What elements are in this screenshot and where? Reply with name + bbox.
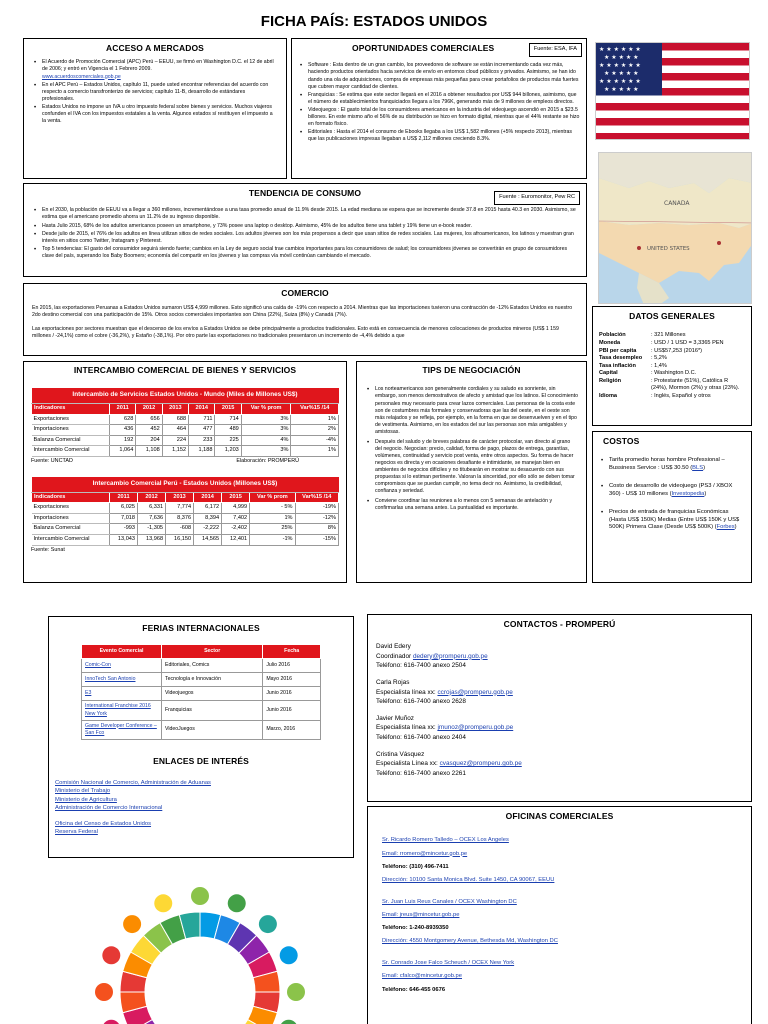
costos-source-link[interactable]: Investopedia <box>671 490 705 497</box>
enlaces-link[interactable]: Ministerio del Trabajo <box>55 788 111 795</box>
contact-phone: Teléfono: 616-7400 anexo 2504 <box>376 662 466 670</box>
table-cell: 1% <box>250 513 295 524</box>
costos-text-end: ) <box>704 490 707 497</box>
ferias-sector-cell: Tecnología e Innovación <box>162 673 263 687</box>
table-cell: -2,222 <box>194 524 222 535</box>
office-email-link[interactable]: Email: jreus@mincetur.gob.pe <box>382 912 460 919</box>
table-cell: -608 <box>166 524 194 535</box>
svg-text:★ ★ ★ ★ ★ ★: ★ ★ ★ ★ ★ ★ <box>599 46 641 53</box>
enlaces-link[interactable]: Ministerio de Agricultura <box>55 796 117 803</box>
table-row <box>32 503 339 514</box>
north-america-map <box>598 152 752 304</box>
table-cell: 2% <box>291 425 339 436</box>
tendencia-list <box>32 207 578 259</box>
table-cell: -2,402 <box>222 524 250 535</box>
logo-petal <box>228 894 246 912</box>
tips-item: • Después del saludo y de breves palabras de carácter protocolar, van directo al grano del negocio. Negocian: precio, calidad, forma de pago, plazos de entrega, garantías, volúmenes, continuidad y servicio post venta, entre otros aspectos. Su forma de hacer negocios es directa y en ocasiones desafiante e intimidante, se manejan bien en ambientes de negocios difíciles y no titubearán en mostrar su desacuerdo con sus propuestas si lo estiman pertinente. Valoran la sinceridad, por ello sólo se deben tomar compromisos que se puedan cumplir, no tema decir no. Asimismo, la credibilidad, confianza y seriedad. <box>365 439 578 495</box>
promperu-logo <box>80 872 320 1024</box>
oportunidades-section <box>291 38 587 179</box>
logo-petal <box>280 1020 298 1024</box>
enlaces-item <box>55 787 321 795</box>
services-table <box>31 388 339 456</box>
table-header-cell: Indicadores <box>32 404 110 415</box>
costos-section <box>592 431 752 583</box>
oficinas-list <box>382 836 737 993</box>
datos-row <box>599 370 745 378</box>
tendencia-item: • Desde julio de 2015, el 76% de los adultos en línea utilizan sitios de redes sociales. Los adultos jóvenes son los más propensos a decir que usan sitios de redes sociales. Las mujeres, los afroamericanos, los latinos y muestran gran interés en sitios como Twitter, Instagram y Pinterest. <box>32 231 578 245</box>
ferias-date-cell: Marzo, 2016 <box>263 720 321 739</box>
costos-text-end: ) <box>734 524 737 531</box>
ferias-row <box>82 673 321 687</box>
oportunidades-item: • Software : Esta dentro de un gran cambio, los proveedores de software se están incrementando cada vez más, haciendo productos orientados hacia servicios de envío en entornos cloud públicos y privados. Asimismo, se han ido dando una ola de adquisiciones, compra de empresas más pequeñas para crear portafolios de productos más fuertes que cubren mayor cantidad de clientes. <box>298 62 580 90</box>
contactos-section <box>367 614 752 802</box>
svg-text:★ ★ ★ ★ ★ ★: ★ ★ ★ ★ ★ ★ <box>599 78 641 85</box>
table-cell: Importaciones <box>32 425 110 436</box>
table-cell: 6,172 <box>194 503 222 514</box>
table-cell: 7,018 <box>110 513 138 524</box>
enlaces-link[interactable]: Administración de Comercio Internacional <box>55 805 163 812</box>
ferias-date-cell: Mayo 2016 <box>263 673 321 687</box>
table-header-cell: Var%15 /14 <box>295 492 338 503</box>
table-cell: 688 <box>162 414 188 425</box>
logo-petal <box>191 887 209 905</box>
costos-text: Tarifa promedio horas hombre Professional – Bussiness Service : US$ 30.50 ( <box>609 457 725 472</box>
contact-name: Cristina Vásquez <box>376 751 425 758</box>
tendencia-item: • Hasta Julio 2015, 68% de los adultos americanos poseen un smartphone, y 73% posee una laptop o desktop. Asimismo, 45% de los adultos tiene una tablet y 19% tiene un e-book reader. <box>32 223 578 230</box>
costos-title: COSTOS <box>603 436 640 446</box>
table-row <box>32 425 339 436</box>
table-cell: 4,999 <box>222 503 250 514</box>
enlaces-item <box>55 779 321 787</box>
ferias-header-cell: Sector <box>162 645 263 659</box>
datos-row <box>599 355 745 363</box>
contactos-title: CONTACTOS - PROMPERÚ <box>503 619 616 629</box>
oportunidades-item: • Videojuegos : El gasto total de los consumidores americanos en la industria del videojuego ascendió en 2015 a $23.5 billones. En este mismo año el 56% de su distribución se hizo en formato digital, mientras que el 44% restante se hizo en formato físico. <box>298 107 580 128</box>
datos-value: : Inglés, Español y otros <box>651 392 711 399</box>
ferias-row <box>82 720 321 739</box>
table-header-cell: 2015 <box>215 404 241 415</box>
table-caption: Intercambio Comercial Perú - Estados Unidos (Millones US$) <box>32 477 339 492</box>
comercio-paragraph: Las exportaciones por sectores muestran que el descenso de los envíos a Estados Unidos se debe principalmente a productos tradicionales. Esto está en consecuencia de menores colocaciones de productos mineros (US$ 1 159 millones / -24,1%) como el cobre (-36,2%), y Estaño (-38,1%). Por otro parte las exportaciones no tradicionales presentaron un incremento de -4,4% debido a que <box>32 325 559 339</box>
table-cell: Importaciones <box>32 513 110 524</box>
tendencia-section <box>23 183 587 277</box>
office-name-link[interactable]: Sr. Juan Luis Reus Canales / OCEX Washington DC <box>382 898 517 905</box>
table-cell: 6,025 <box>110 503 138 514</box>
trade-table-source: Fuente: Sunat <box>31 546 65 553</box>
ferias-header-cell: Evento Comercial <box>82 645 162 659</box>
ferias-sector-cell: Franquicias <box>162 701 263 720</box>
contact-email-link[interactable]: ccrojas@promperu.gob.pe <box>437 688 513 696</box>
table-cell: 3% <box>241 446 291 457</box>
datos-value: : Washington D.C. <box>651 370 697 377</box>
oportunidades-item: • Franquicias : Se estima que este sector llegará en el 2016 a obtener resultados por US$ 944 billones, asimismo, que el número de establecimientos franquiciados llegara a los 796K, generando más de 9 millones de empleos directos. <box>298 92 580 106</box>
comercio-title: COMERCIO <box>281 288 329 298</box>
table-row <box>32 524 339 535</box>
ferias-sector-cell: Videojuegos <box>162 687 263 701</box>
table-cell: 1% <box>291 414 339 425</box>
table-header-cell: 2013 <box>166 492 194 503</box>
datos-value: : US$57,253 (2016*) <box>651 347 702 354</box>
table-cell: 3% <box>241 425 291 436</box>
table-row <box>32 446 339 457</box>
table-header-cell: 2014 <box>189 404 215 415</box>
ferias-event-link[interactable]: Comic-Con <box>85 662 111 669</box>
table-header-row <box>32 404 339 415</box>
contactos-list <box>376 642 743 777</box>
table-cell: 1,152 <box>162 446 188 457</box>
intercambio-title: INTERCAMBIO COMERCIAL DE BIENES Y SERVICIOS <box>73 365 297 375</box>
table-cell: Balanza Comercial <box>32 435 110 446</box>
ferias-sector-cell: VideoJuegos <box>162 720 263 739</box>
table-cell: 25% <box>250 524 295 535</box>
office-email-link[interactable]: Email: rromero@mincetur.gob.pe <box>382 850 468 857</box>
table-cell: 225 <box>215 435 241 446</box>
enlaces-item <box>55 820 321 828</box>
datos-key: Idioma <box>599 392 618 399</box>
table-cell: 8,394 <box>194 513 222 524</box>
table-cell: 1,203 <box>215 446 241 457</box>
acceso-list <box>32 59 278 124</box>
datos-key: Tasa inflación <box>599 362 636 369</box>
acceso-item: • El Acuerdo de Promoción Comercial (APC) Perú – EEUU, se firmó en Washington D.C. el 12 de abril de 2006; y entró en Vigencia el 1 Febrero 2009. www.acuerdoscomerciales.gob.pe <box>32 59 278 80</box>
costos-source-link[interactable]: BLS <box>692 465 704 472</box>
acceso-mercados-section <box>23 38 287 179</box>
table-header-row <box>32 492 339 503</box>
datos-row <box>599 393 745 401</box>
contact-card <box>376 642 743 670</box>
table-cell: Exportaciones <box>32 503 110 514</box>
table-cell: 7,402 <box>222 513 250 524</box>
table-header-cell: 2012 <box>136 404 162 415</box>
table-cell: -1,305 <box>138 524 166 535</box>
table-cell: 489 <box>215 425 241 436</box>
table-caption-row <box>32 388 339 403</box>
contact-role: Especialista línea xx: <box>376 724 438 732</box>
ferias-event-cell <box>82 659 162 673</box>
map-label-canada: CANADA <box>664 200 690 207</box>
enlaces-item <box>55 796 321 804</box>
table-cell: 1,064 <box>110 446 136 457</box>
trade-table <box>31 477 339 545</box>
services-table-credit: Elaboración: PROMPERÚ <box>236 457 299 464</box>
svg-text:★ ★ ★ ★ ★: ★ ★ ★ ★ ★ <box>604 54 639 61</box>
table-cell: Balanza Comercial <box>32 524 110 535</box>
table-cell: Intercambio Comercial <box>32 534 110 545</box>
table-row <box>32 414 339 425</box>
contact-role: Especialista línea xx: <box>376 688 438 696</box>
ferias-event-link[interactable]: International Franchise 2016 New York <box>85 703 151 717</box>
oportunidades-source: Fuente: ESA, IFA <box>529 43 582 57</box>
costos-item <box>599 509 745 532</box>
logo-petal <box>102 1020 120 1024</box>
datos-list <box>599 332 745 400</box>
ferias-sector-cell: Editoriales, Comics <box>162 659 263 673</box>
office-address-link[interactable]: Dirección: 10100 Santa Monica Blvd. Suite 1450, CA 90067, EEUU <box>382 876 555 883</box>
table-cell: -15% <box>295 534 338 545</box>
table-cell: 13,968 <box>138 534 166 545</box>
table-cell: 436 <box>110 425 136 436</box>
costos-text: Precios de entrada de franquicias Económicas (Hasta US$ 150K) Medias (Entre US$ 150K y US$ 500K) Primera Clase (Desde US$ 500K) ( <box>609 508 740 531</box>
office-name-link[interactable]: Sr. Ricardo Romero Talledo – OCEX Los Angeles <box>382 837 509 844</box>
page-title: FICHA PAÍS: ESTADOS UNIDOS <box>260 13 488 30</box>
table-header-cell: 2014 <box>194 492 222 503</box>
table-header-cell: 2011 <box>110 404 136 415</box>
datos-key: Capital <box>599 370 618 377</box>
enlaces-title: ENLACES DE INTERÉS <box>153 755 249 766</box>
ferias-row <box>82 659 321 673</box>
table-cell: -1% <box>250 534 295 545</box>
logo-petal <box>259 915 277 933</box>
logo-petal <box>95 983 113 1001</box>
table-cell: 714 <box>215 414 241 425</box>
datos-value: : 5,2% <box>651 355 667 362</box>
table-cell: 477 <box>189 425 215 436</box>
contact-name: Carla Rojas <box>376 679 410 687</box>
table-cell: 8% <box>295 524 338 535</box>
svg-text:★ ★ ★ ★ ★ ★: ★ ★ ★ ★ ★ ★ <box>599 62 641 69</box>
logo-petal <box>287 983 305 1001</box>
map-label-us: UNITED STATES <box>647 246 690 252</box>
enlaces-spacer <box>55 813 321 820</box>
us-flag-graphic <box>596 43 750 140</box>
tips-section <box>356 361 587 583</box>
table-header-cell: Var % prom <box>250 492 295 503</box>
table-caption: Intercambio de Servicios Estados Unidos - Mundo (Miles de Millones US$) <box>32 388 339 403</box>
tendencia-item: • Top 5 tendencias: El gasto del consumidor seguirá siendo fuerte; cambios en la Ley de seguro social trae cambios importantes para los consumidores de salud; los consumidores jóvenes se convertirán en grupo de consumidores clave del país, superando los Baby Boomers; economía del compartir en los jóvenes y las compras vía móvil continúan cambiando el mercado. <box>32 246 578 260</box>
enlaces-link[interactable]: Oficina del Censo de Estados Unidos <box>55 820 152 827</box>
table-cell: 464 <box>162 425 188 436</box>
oficinas-section <box>367 806 752 1024</box>
contact-phone: Teléfono: 616-7400 anexo 2404 <box>376 733 466 741</box>
datos-row <box>599 348 745 356</box>
logo-wheel-graphic <box>80 872 320 1024</box>
office-card <box>382 959 737 993</box>
office-card <box>382 836 737 883</box>
comercio-section <box>23 283 587 356</box>
datos-value: : 1,4% <box>651 362 667 369</box>
comercio-paragraph: En 2015, las exportaciones Peruanas a Estados Unidos sumaron US$ 4,999 millones. Esto significó una caída de -19% con respecto a 2014. Mientras que las importaciones tuvieron una contracción de -12% Estados Unidos es nuestro 2do destino comercial con una participación de 15%. Otros socios comerciales importantes son China (22%), Suiza (8%) y Canadá (7%). <box>32 305 573 319</box>
table-cell: -12% <box>295 513 338 524</box>
tendencia-source: Fuente : Euromonitor, Pew RC <box>494 191 580 205</box>
svg-text:★ ★ ★ ★ ★: ★ ★ ★ ★ ★ <box>604 70 639 77</box>
table-cell: -993 <box>110 524 138 535</box>
table-header-cell: Var % prom <box>241 404 291 415</box>
contact-email-link[interactable]: cvasquez@promperu.gob.pe <box>439 760 522 768</box>
tendencia-title: TENDENCIA DE CONSUMO <box>248 188 362 198</box>
costos-text-end: ) <box>703 465 706 472</box>
office-address-link[interactable]: Dirección: 4550 Montgomery Avenue, Bethesda Md, Washington DC <box>382 938 558 945</box>
contact-name: Javier Muñoz <box>376 715 415 723</box>
tips-list <box>365 386 578 511</box>
office-card <box>382 898 737 945</box>
datos-value: : 321 Millones <box>651 332 686 339</box>
datos-key: Moneda <box>599 340 621 347</box>
table-cell: 628 <box>110 414 136 425</box>
table-cell: 7,774 <box>166 503 194 514</box>
table-row <box>32 513 339 524</box>
table-cell: Exportaciones <box>32 414 110 425</box>
logo-petal <box>123 915 141 933</box>
ferias-event-link[interactable]: Game Developer Conference – San Fco <box>85 722 157 736</box>
us-flag-image <box>595 42 750 140</box>
table-cell: 233 <box>189 435 215 446</box>
table-cell: 1,188 <box>189 446 215 457</box>
ferias-row <box>82 701 321 720</box>
oportunidades-item: • Editoriales : Hasta el 2014 el consumo de Ebooks llegaba a los US$ 1,582 millones (+5% respecto 2013), mientras que las publicaciones impresas llegaban a US$ 2,112 millones creciendo 8.3%. <box>298 129 580 143</box>
ferias-header-cell: Fecha <box>263 645 321 659</box>
ferias-event-link[interactable]: InnoTech San Antonio <box>85 676 136 683</box>
table-cell: 6,331 <box>138 503 166 514</box>
contact-role-line <box>376 759 743 768</box>
datos-title: DATOS GENERALES <box>629 311 715 321</box>
table-cell: 8,376 <box>166 513 194 524</box>
costos-text: Costo de desarrollo de videojuego (PS3 / XBOX 360) - US$ 10 millones ( <box>609 483 733 497</box>
table-cell: 3% <box>241 414 291 425</box>
table-row <box>32 435 339 446</box>
table-cell: -4% <box>291 435 339 446</box>
enlaces-link[interactable]: Comisión Nacional de Comercio, Administración de Aduanas <box>55 780 211 787</box>
ferias-header-row <box>82 645 321 659</box>
contact-phone: Teléfono: 616-7400 anexo 2628 <box>376 697 466 705</box>
table-cell: 13,043 <box>110 534 138 545</box>
table-cell: 12,401 <box>222 534 250 545</box>
oportunidades-title: OPORTUNIDADES COMERCIALES <box>352 43 495 53</box>
enlaces-item <box>55 828 321 836</box>
table-cell: 1,108 <box>136 446 162 457</box>
ferias-table <box>81 644 321 739</box>
table-cell: 711 <box>189 414 215 425</box>
contact-role-line <box>376 652 743 661</box>
table-cell: 224 <box>162 435 188 446</box>
enlaces-link[interactable]: Reserva Federal <box>55 828 98 835</box>
contact-name: David Edery <box>376 643 411 651</box>
ferias-event-cell <box>82 720 162 739</box>
ferias-date-cell: Junio 2016 <box>263 687 321 701</box>
tips-item: • Conviene coordinar las reuniones a lo menos con 5 semanas de antelación y confirmarlas una semana antes. La puntualidad es importante. <box>365 498 578 512</box>
ferias-event-link[interactable]: E3 <box>85 690 92 697</box>
logo-petal <box>102 946 120 964</box>
enlaces-item <box>55 804 321 812</box>
logo-petal <box>280 946 298 964</box>
table-cell: -19% <box>295 503 338 514</box>
table-cell: 4% <box>241 435 291 446</box>
office-phone: Teléfono: 646-455 0676 <box>382 986 446 993</box>
table-row <box>32 534 339 545</box>
ferias-event-cell <box>82 673 162 687</box>
datos-value: : Protestante (51%), Católica R (24%), Mormon (2%) y otras (23%). <box>651 377 740 392</box>
contact-card <box>376 750 743 778</box>
contact-role: Coordinador <box>376 652 413 660</box>
contact-role-line <box>376 688 743 697</box>
tendencia-item: • En el 2030, la población de EEUU va a llegar a 360 millones, incrementándose a una tasa promedio anual de 11.9% desde 2015. La edad mediana se espera que se incremente desde 37.8 en 2015 hasta 40.3 en 2030. Asimismo, se estima que el americano promedio ahorra un 11.2% de su ingreso disponible. <box>32 207 578 221</box>
contact-card <box>376 714 743 742</box>
datos-row <box>599 363 745 371</box>
svg-text:★ ★ ★ ★ ★: ★ ★ ★ ★ ★ <box>604 86 639 93</box>
contact-card <box>376 678 743 706</box>
ferias-date-cell: Julio 2016 <box>263 659 321 673</box>
costos-source-link[interactable]: Forbes <box>716 524 735 531</box>
tips-title: TIPS DE NEGOCIACIÓN <box>422 365 521 375</box>
ferias-section <box>48 616 354 858</box>
ferias-row <box>82 687 321 701</box>
oficinas-title: OFICINAS COMERCIALES <box>505 811 614 821</box>
table-header-cell: 2011 <box>110 492 138 503</box>
costos-list <box>599 457 745 532</box>
table-cell: 1% <box>291 446 339 457</box>
datos-value: : USD / 1 USD = 3,3365 PEN <box>651 340 724 347</box>
office-phone: Teléfono: (310) 496-7411 <box>382 863 449 870</box>
office-email-link[interactable]: Email: cfalco@mincetur.gob.pe <box>382 973 462 980</box>
table-header-cell: Var%15 /14 <box>291 404 339 415</box>
contact-role: Especialista Línea xx: <box>376 760 440 768</box>
contact-email-link[interactable]: jmunoz@promperu.gob.pe <box>437 724 514 732</box>
table-cell: 204 <box>136 435 162 446</box>
table-cell: Intercambio Comercial <box>32 446 110 457</box>
costos-item <box>599 457 745 473</box>
office-name-link[interactable]: Sr. Conrado Jose Falco Scheuch / OCEX New York <box>382 960 515 967</box>
map-graphic <box>599 153 752 304</box>
services-table-source: Fuente: UNCTAD <box>31 457 73 464</box>
table-cell: 16,150 <box>166 534 194 545</box>
table-cell: 14,565 <box>194 534 222 545</box>
table-cell: - 5% <box>250 503 295 514</box>
table-header-cell: Indicadores <box>32 492 110 503</box>
ferias-date-cell: Junio 2016 <box>263 701 321 720</box>
contact-email-link[interactable]: dedery@promperu.gob.pe <box>412 652 488 660</box>
datos-row <box>599 332 745 340</box>
table-header-cell: 2015 <box>222 492 250 503</box>
intercambio-section <box>23 361 347 583</box>
enlaces-list <box>55 779 321 836</box>
datos-key: Religión <box>599 377 622 384</box>
table-header-cell: 2012 <box>138 492 166 503</box>
ferias-event-cell <box>82 701 162 720</box>
datos-key: PBI per capita <box>599 347 637 354</box>
acceso-title: ACCESO A MERCADOS <box>106 43 204 53</box>
datos-row <box>599 340 745 348</box>
office-phone: Teléfono: 1-240-8939350 <box>382 925 449 932</box>
datos-key: Población <box>599 332 626 339</box>
contact-phone: Teléfono: 616-7400 anexo 2261 <box>376 769 466 777</box>
table-cell: 656 <box>136 414 162 425</box>
tips-item: • Los norteamericanos son generalmente cordiales y su saludo es sonriente, sin embargo, son menos demostrativos de afecto y amistad que los latinos. El conocimiento personales muy necesario para crear lazos comerciales. Las personas de la costa este son de costumbres más formales y conservadoras que las del oeste, en el oeste son más relajados y se refleja, por ejemplo, en la forma en que se desenvuelven y en el tipo de vestimenta. Asimismo, en los estados del sur las personas son más amigables y amistosas. <box>365 386 578 435</box>
acuerdos-link[interactable]: www.acuerdoscomerciales.gob.pe <box>42 73 121 80</box>
acceso-item: • Estados Unidos no impone un IVA u otro impuesto federal sobre bienes y servicios. Muchos viajeros confunden el IVA con los impuestos estatales a la venta. Algunos estados sí restituyen el impuesto a la venta. <box>32 104 278 125</box>
datos-row <box>599 378 745 393</box>
table-header-cell: 2013 <box>162 404 188 415</box>
ferias-title: FERIAS INTERNACIONALES <box>142 623 260 633</box>
oportunidades-list <box>298 62 580 142</box>
costos-item <box>599 483 745 499</box>
logo-petal <box>154 894 172 912</box>
table-cell: 7,636 <box>138 513 166 524</box>
table-caption-row <box>32 477 339 492</box>
table-cell: 192 <box>110 435 136 446</box>
datos-key: Tasa desempleo <box>599 355 643 362</box>
datos-generales-section <box>592 306 752 426</box>
contact-role-line <box>376 723 743 732</box>
acceso-item: • En el APC Perú – Estados Unidos, capítulo 11, puede usted encontrar referencias del acuerdo con respecto a comercio transfronterizo de servicios; capítulo 11-B, desarrollo de estándares profesionales. <box>32 82 278 103</box>
table-cell: 452 <box>136 425 162 436</box>
ferias-event-cell <box>82 687 162 701</box>
